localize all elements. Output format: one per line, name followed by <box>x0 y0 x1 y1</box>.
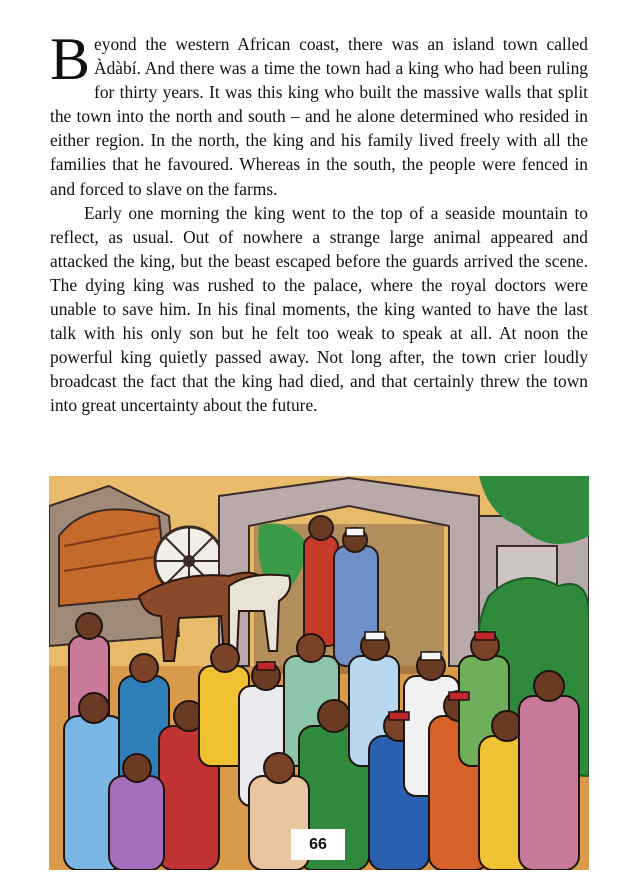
paragraph-1-text: eyond the western African coast, there was an island town called Àdàbí. And there was a time the town had a king who had been ruling for thirty years. It was this king who built the massive walls that split the town into the north and south – and he alone determined who resided in either region. In the north, the king and his family lived freely with all the families that he favoured. Whereas in the south, the people were fenced in and forced to slave on the farms. <box>50 34 588 199</box>
paragraph-2: Early one morning the king went to the top of a seaside mountain to reflect, as usual. Out of nowhere a strange large animal appeared and attacked the king, but the beast escaped before the guards arrived the scene. The dying king was rushed to the palace, where the royal doctors were unable to save him. In his final moments, the king wanted to have the last talk with his only son but he felt too weak to speak at all. At noon the powerful king quietly passed away. Not long after, the town crier loudly broadcast the fact that the king had died, and that certainly threw the town into great uncertainty about the future. <box>50 202 588 416</box>
drop-cap: B <box>50 26 91 92</box>
paragraph-1 <box>50 26 588 201</box>
story-text <box>50 26 588 418</box>
crowd-at-gate-illustration <box>49 476 589 870</box>
page-number: 66 <box>291 829 345 860</box>
story-illustration <box>49 476 589 870</box>
